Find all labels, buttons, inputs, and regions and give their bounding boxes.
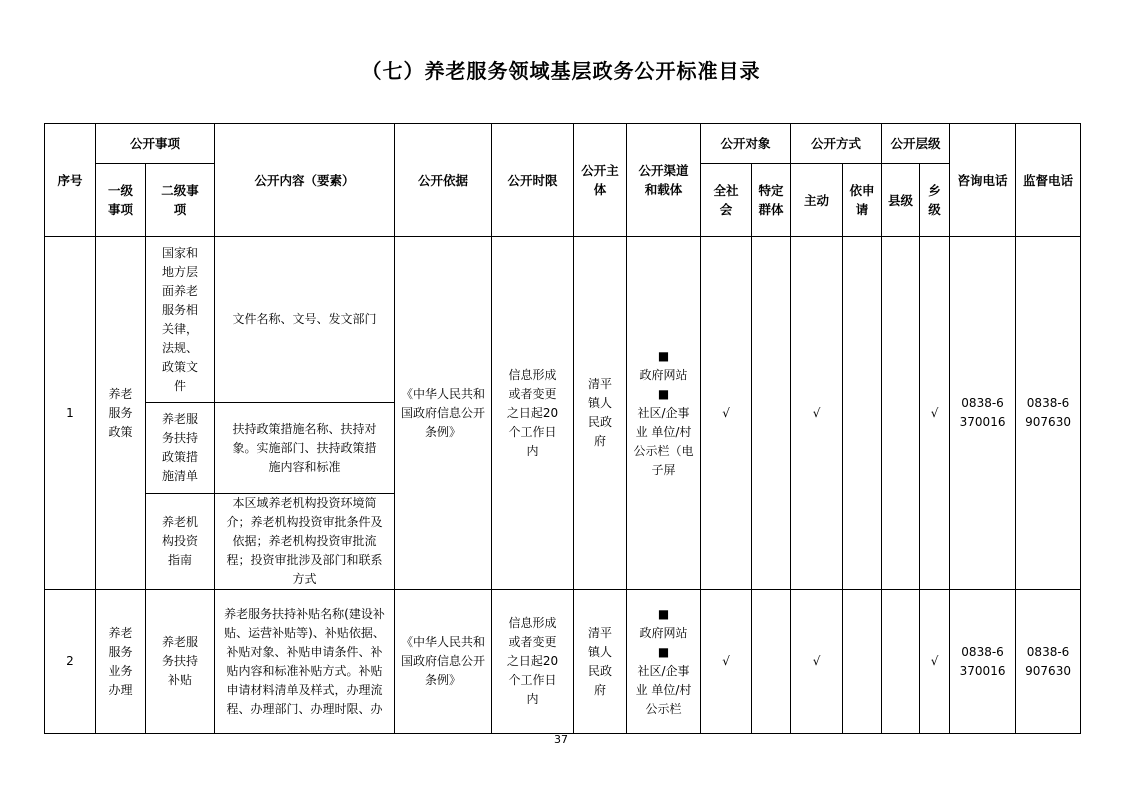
row1-channel [627, 237, 701, 590]
row1-level1: 养老服务政策 [96, 237, 146, 590]
row2-channel-square-2: ■ [657, 644, 670, 659]
row2-level-county [882, 590, 920, 734]
row1-channel-website: 政府网站 [639, 367, 688, 382]
row2-method-active: √ [791, 590, 843, 734]
header-level-county: 县级 [882, 164, 920, 237]
header-matters: 公开事项 [96, 124, 215, 164]
header-method: 公开方式 [791, 124, 882, 164]
row2-seq: 2 [45, 590, 96, 734]
row1-level-county [882, 237, 920, 590]
row2-target-all: √ [701, 590, 752, 734]
row2-subject: 清平镇人民政府 [574, 590, 627, 734]
row2-supervise: 0838-6907630 [1016, 590, 1081, 734]
row1-method-apply [843, 237, 882, 590]
catalog-table [44, 123, 1081, 734]
row2-channel-website: 政府网站 [639, 625, 688, 640]
header-target-all: 全社会 [701, 164, 752, 237]
row2-basis: 《中华人民共和国政府信息公开条例》 [395, 590, 492, 734]
header-target: 公开对象 [701, 124, 791, 164]
header-consult: 咨询电话 [950, 124, 1016, 237]
row1-method-active: √ [791, 237, 843, 590]
header-level1: 一级事项 [96, 164, 146, 237]
row1-subject: 清平镇人民政府 [574, 237, 627, 590]
page-number: 37 [554, 733, 568, 746]
row2-channel-board: 社区/企事业 单位/村公示栏 [635, 663, 692, 716]
row2-level-town: √ [920, 590, 950, 734]
header-content: 公开内容（要素） [215, 124, 395, 237]
row1-level2-c: 养老机构投资指南 [146, 494, 215, 590]
table-row [45, 237, 1081, 403]
header-level2: 二级事项 [146, 164, 215, 237]
row1-basis: 《中华人民共和国政府信息公开条例》 [395, 237, 492, 590]
row1-target-all: √ [701, 237, 752, 590]
header-subject: 公开主体 [574, 124, 627, 237]
row1-channel-square-2: ■ [657, 386, 670, 401]
header-supervise: 监督电话 [1016, 124, 1081, 237]
row2-method-apply [843, 590, 882, 734]
row2-channel-square-1: ■ [657, 606, 670, 621]
row2-consult: 0838-6370016 [950, 590, 1016, 734]
row1-level2-b: 养老服务扶持政策措施清单 [146, 403, 215, 494]
row2-time: 信息形成或者变更之日起20个工作日内 [492, 590, 574, 734]
header-seq: 序号 [45, 124, 96, 237]
row2-target-specific [752, 590, 791, 734]
header-target-specific: 特定群体 [752, 164, 791, 237]
row1-time: 信息形成或者变更之日起20个工作日内 [492, 237, 574, 590]
row2-content: 养老服务扶持补贴名称(建设补贴、运营补贴等)、补贴依据、补贴对象、补贴申请条件、补贴内容和标准补贴方式。补贴申请材料清单及样式，办理流程、办理部门、办理时限、办 [215, 590, 395, 734]
header-method-active: 主动 [791, 164, 843, 237]
row1-supervise: 0838-6907630 [1016, 237, 1081, 590]
header-level-town: 乡级 [920, 164, 950, 237]
row1-level-town: √ [920, 237, 950, 590]
header-basis: 公开依据 [395, 124, 492, 237]
row2-level2: 养老服务扶持补贴 [146, 590, 215, 734]
row1-seq: 1 [45, 237, 96, 590]
row2-level1: 养老服务业务办理 [96, 590, 146, 734]
row1-level2-a: 国家和地方层面养老服务相关律，法规、政策文件 [146, 237, 215, 403]
row1-content-a: 文件名称、文号、发文部门 [215, 237, 395, 403]
header-method-apply: 依申请 [843, 164, 882, 237]
row2-channel [627, 590, 701, 734]
row1-content-c: 本区域养老机构投资环境简介；养老机构投资审批条件及依据；养老机构投资审批流程；投资审批涉及部门和联系方式 [215, 494, 395, 590]
row1-content-b: 扶持政策措施名称、扶持对象。实施部门、扶持政策措施内容和标准 [215, 403, 395, 494]
header-time: 公开时限 [492, 124, 574, 237]
row1-consult: 0838-6370016 [950, 237, 1016, 590]
table-row [45, 590, 1081, 734]
row1-channel-square-1: ■ [657, 348, 670, 363]
page-title: （七）养老服务领域基层政务公开标准目录 [361, 59, 761, 83]
row1-channel-board: 社区/企事业 单位/村公示栏（电子屏 [633, 405, 694, 477]
row1-target-specific [752, 237, 791, 590]
header-channel: 公开渠道和载体 [627, 124, 701, 237]
header-level: 公开层级 [882, 124, 950, 164]
